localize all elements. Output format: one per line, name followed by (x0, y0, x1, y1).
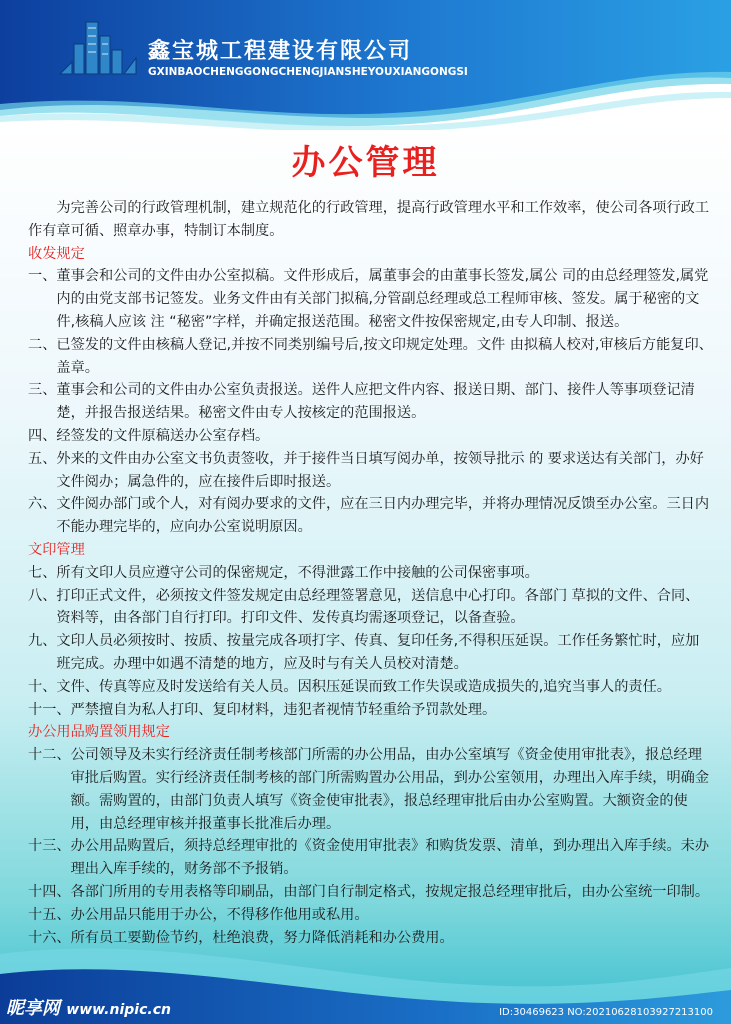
list-item (28, 585, 713, 631)
list-item (28, 448, 713, 494)
list-item (28, 676, 713, 699)
list-item (28, 744, 713, 835)
item-number: 十六、 (28, 929, 71, 946)
footer-wave (0, 904, 731, 1024)
building-logo-icon (58, 14, 138, 78)
item-text: 办公用品只能用于办公，不得移作他用或私用。 (70, 906, 369, 923)
section-title-printing: 文印管理 (28, 541, 85, 558)
item-text: 已签发的文件由核稿人登记,并按不同类别编号后,按文印规定处理。文件 由拟稿人校对,审核后方能复印、盖章。 (56, 336, 713, 376)
list-item (28, 699, 713, 722)
watermark-brand: 昵享网 (6, 998, 60, 1019)
list-item (28, 379, 713, 425)
intro-paragraph: 为完善公司的行政管理机制，建立规范化的行政管理，提高行政管理水平和工作效率，使公司各项行政工作有章可循、照章办事，特制订本制度。 (28, 200, 710, 239)
item-number: 三、 (28, 382, 57, 399)
item-text: 公司领导及未实行经济责任制考核部门所需的办公用品，由办公室填写《资金使用审批表》，报总经理审批后购置。实行经济责任制考核的部门所需购置办公用品，到办公室领用，办理出入库手续，明确金额。需购置的，由部门负责人填写《资金使审批表》，报总经理审批后由办公室购置。大额资金的使用，由总经理审核并报董事长批准后办理。 (70, 747, 710, 832)
item-number: 十三、 (28, 838, 71, 855)
item-number: 十五、 (28, 906, 71, 923)
regulation-content (28, 197, 713, 949)
page-title: 办公管理 (291, 143, 440, 183)
item-number: 十、 (28, 678, 57, 695)
list-item (28, 493, 713, 539)
item-number: 四、 (28, 427, 57, 444)
item-number: 二、 (28, 336, 57, 353)
section-title-receive-send: 收发规定 (28, 245, 85, 262)
item-text: 董事会和公司的文件由办公室拟稿。文件形成后，属董事会的由董事长签发,属公 司的由总经理签发,属党内的由党支部书记签发。业务文件由有关部门拟稿,分管副总经理或总工程师审核、签发。属于秘密的文件,核稿人应该 注 “秘密”字样，并确定报送范围。秘密文件按保密规定,由专人印制、报送。 (56, 268, 709, 330)
list-item (28, 835, 713, 881)
item-text: 文件阅办部门或个人，对有阅办要求的文件，应在三日内办理完毕，并将办理情况反馈至办公室。三日内不能办理完毕的，应向办公室说明原因。 (56, 496, 710, 536)
header-banner (0, 0, 731, 130)
company-name-en: GXINBAOCHENGGONGCHENGJIANSHEYOUXIANGONGSI (148, 66, 468, 78)
list-item (28, 630, 713, 676)
item-text: 办公用品购置后，须持总经理审批的《资金使用审批表》和购货发票、清单，到办理出入库手续。未办理出入库手续的，财务部不予报销。 (70, 838, 710, 878)
watermark-url: www.nipic.cn (66, 1002, 171, 1018)
item-text: 外来的文件由办公室文书负责签收，并于接件当日填写阅办单，按领导批示 的 要求送达有关部门，办好文件阅办；属急件的，应在接件后即时报送。 (56, 450, 704, 490)
list-item (28, 265, 713, 333)
watermark-logo (6, 994, 171, 1020)
item-text: 文印人员必须按时、按质、按量完成各项打字、传真、复印任务,不得积压延误。工作任务繁忙时，应加班完成。办理中如遇不清楚的地方，应及时与有关人员校对清楚。 (56, 633, 700, 672)
item-number: 十一、 (28, 701, 71, 718)
item-text: 所有文印人员应遵守公司的保密规定，不得泄露工作中接触的公司保密事项。 (56, 564, 539, 581)
item-number: 五、 (28, 450, 57, 467)
item-number: 八、 (28, 587, 57, 604)
list-item (28, 562, 713, 585)
item-number: 一、 (28, 268, 57, 285)
item-number: 七、 (28, 564, 57, 581)
list-item (28, 881, 713, 904)
item-text: 经签发的文件原稿送办公室存档。 (56, 427, 270, 444)
item-text: 严禁擅自为私人打印、复印材料，违犯者视情节轻重给予罚款处理。 (70, 701, 497, 718)
list-item (28, 425, 713, 448)
list-item (28, 334, 713, 380)
item-text: 文件、传真等应及时发送给有关人员。因积压延误而致工作失误或造成损失的,追究当事人的责任。 (56, 678, 671, 695)
item-text: 董事会和公司的文件由办公室负责报送。送件人应把文件内容、报送日期、部门、接件人等事项登记清楚，并报告报送结果。秘密文件由专人按核定的范围报送。 (56, 382, 695, 422)
section-title-office-supplies: 办公用品购置领用规定 (28, 724, 170, 741)
company-name-cn: 鑫宝城工程建设有限公司 (148, 39, 413, 64)
item-text: 所有员工要勤俭节约，杜绝浪费，努力降低消耗和办公费用。 (70, 929, 454, 946)
image-id-text: ID:30469623 NO:20210628103927213100 (499, 1007, 713, 1018)
item-number: 十四、 (28, 883, 71, 900)
item-number: 十二、 (28, 747, 71, 764)
item-text: 打印正式文件，必须按文件签发规定由总经理签署意见，送信息中心打印。各部门 草拟的文件、合同、资料等，由各部门自行打印。打印文件、发传真均需逐项登记，以备查验。 (56, 587, 700, 627)
item-number: 六、 (28, 496, 57, 513)
item-number: 九、 (28, 633, 57, 650)
item-text: 各部门所用的专用表格等印刷品，由部门自行制定格式，按规定报总经理审批后，由办公室统一印制。 (70, 883, 710, 900)
